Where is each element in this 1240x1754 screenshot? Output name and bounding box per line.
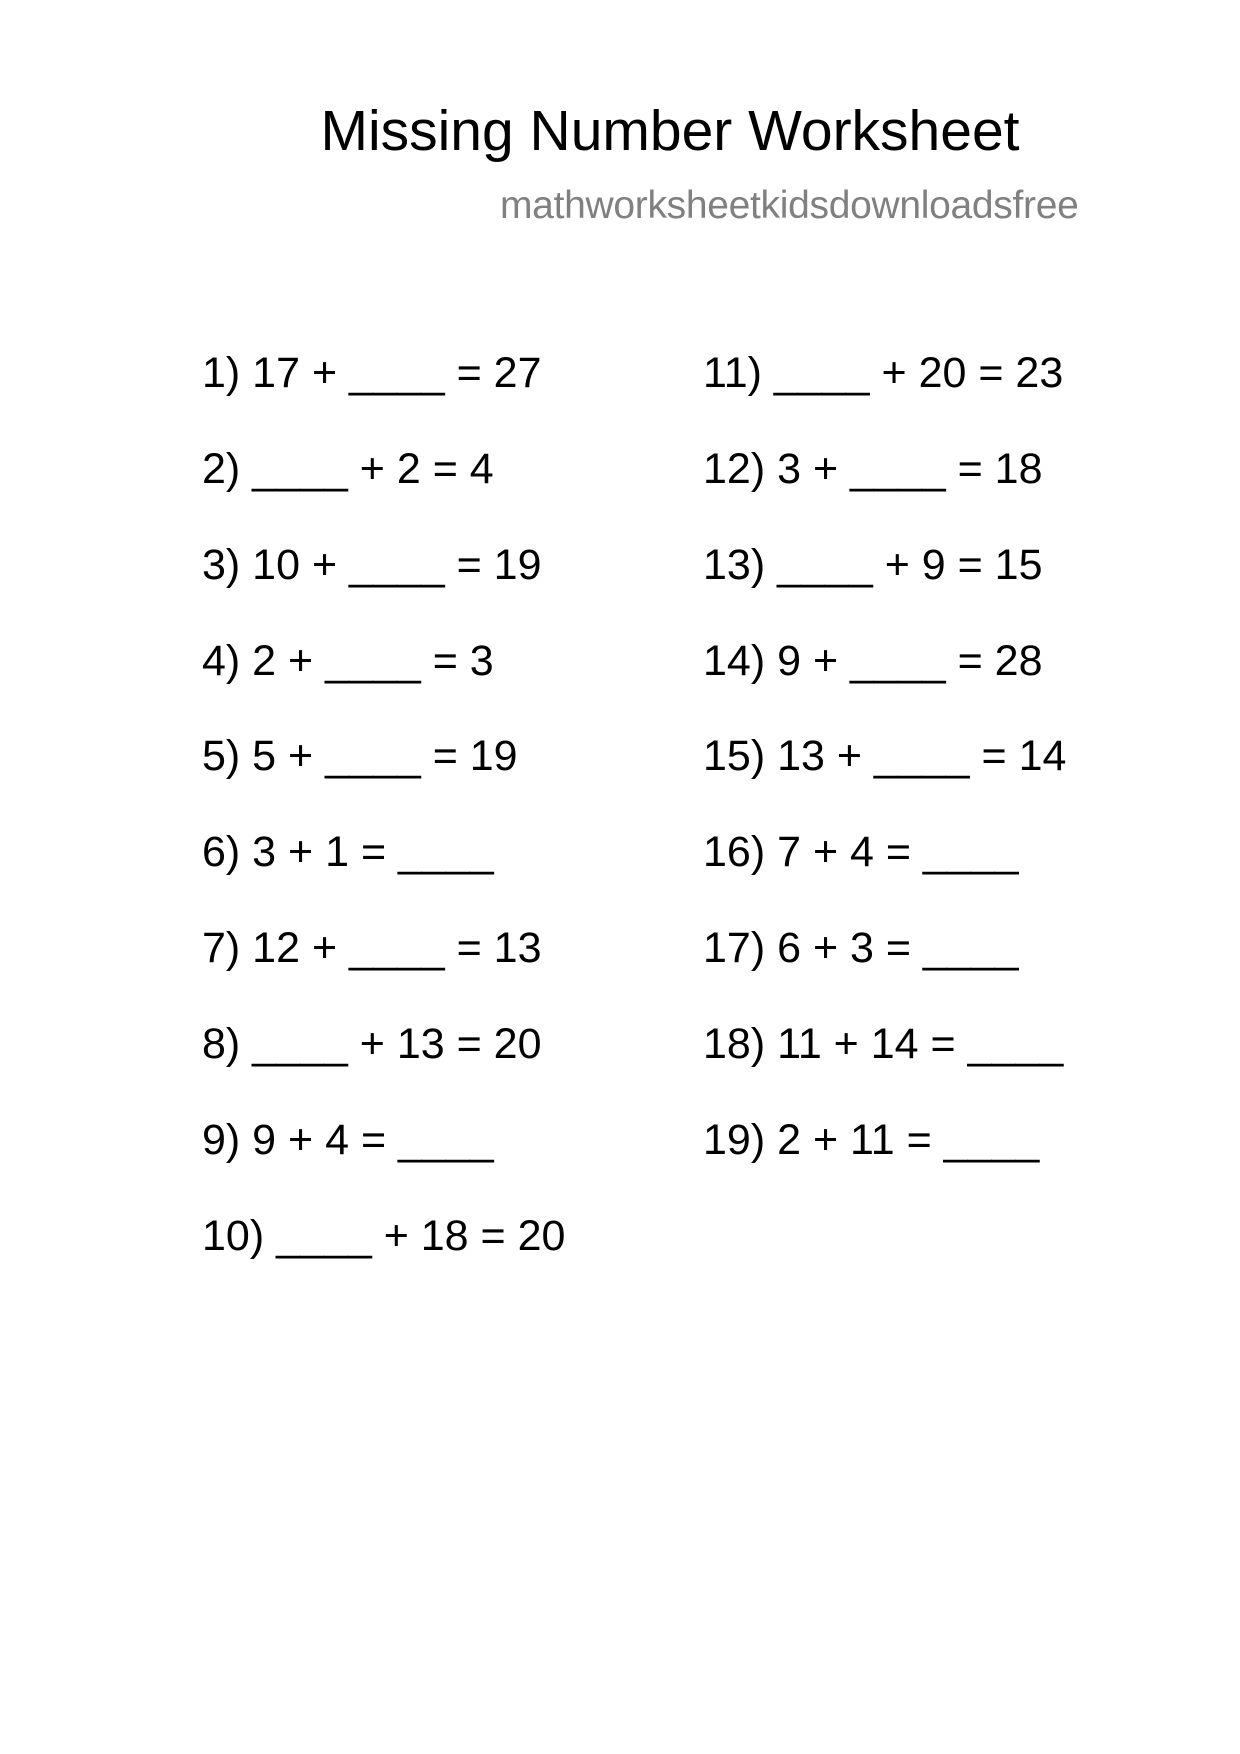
problem-8: 8) ____ + 13 = 20 [202,1020,542,1068]
problem-11: 11) ____ + 20 = 23 [703,349,1064,397]
problem-19: 19) 2 + 11 = ____ [703,1116,1040,1164]
problem-18: 18) 11 + 14 = ____ [703,1020,1064,1068]
worksheet-subtitle: mathworksheetkidsdownloadsfree [500,184,1079,227]
problem-13: 13) ____ + 9 = 15 [703,541,1043,589]
problem-5: 5) 5 + ____ = 19 [202,732,518,780]
problem-1: 1) 17 + ____ = 27 [202,349,542,397]
worksheet-title: Missing Number Worksheet [320,99,1020,163]
problem-14: 14) 9 + ____ = 28 [703,637,1043,685]
problem-10: 10) ____ + 18 = 20 [202,1212,566,1260]
problem-17: 17) 6 + 3 = ____ [703,924,1019,972]
problem-12: 12) 3 + ____ = 18 [703,445,1043,493]
problem-3: 3) 10 + ____ = 19 [202,541,542,589]
problem-7: 7) 12 + ____ = 13 [202,924,542,972]
problem-2: 2) ____ + 2 = 4 [202,445,494,493]
problem-9: 9) 9 + 4 = ____ [202,1116,494,1164]
problem-6: 6) 3 + 1 = ____ [202,828,494,876]
problem-15: 15) 13 + ____ = 14 [703,732,1067,780]
problem-4: 4) 2 + ____ = 3 [202,637,494,685]
problem-16: 16) 7 + 4 = ____ [703,828,1019,876]
